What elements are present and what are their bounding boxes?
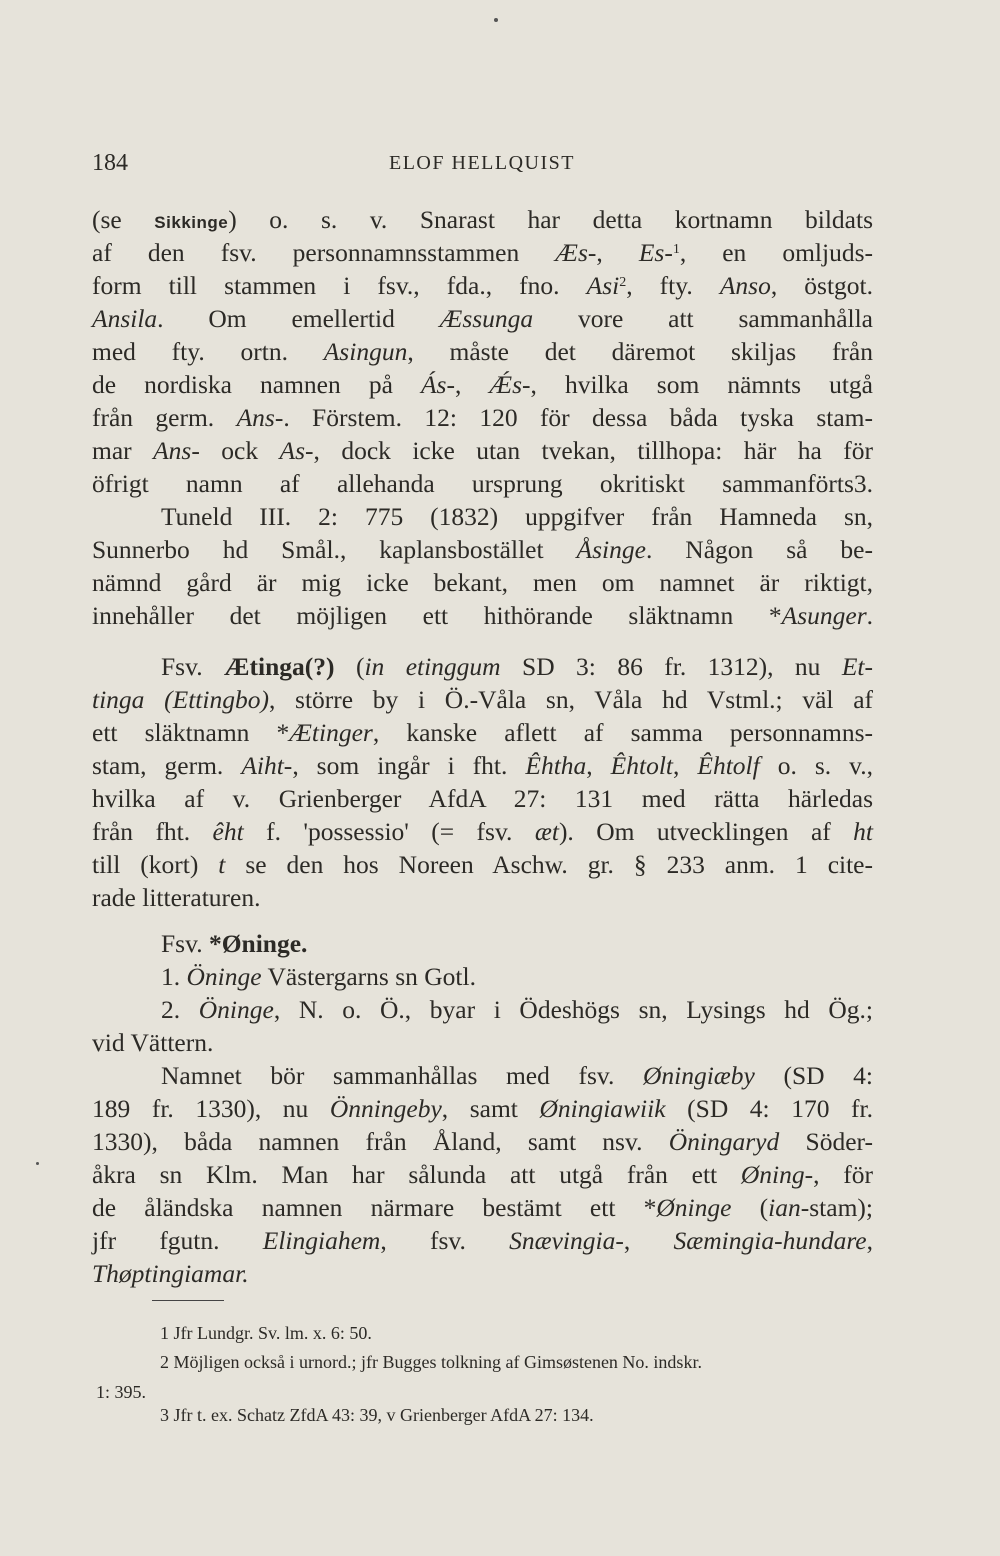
footnote: 1 Jfr Lundgr. Sv. lm. x. 6: 50. <box>160 1323 372 1343</box>
page-header <box>92 150 872 180</box>
text-line: från fht. êht f. 'possessio' (= fsv. æt). Om utvecklingen af ht <box>92 817 873 846</box>
text-line: Namnet bör sammanhållas med fsv. Øningiæby (SD 4: <box>161 1061 873 1090</box>
text-line: 2. Öninge, N. o. Ö., byar i Ödeshögs sn, Lysings hd Ög.; <box>161 995 873 1024</box>
text-line: Tuneld III. 2: 775 (1832) uppgifver från Hamneda sn, <box>161 502 873 531</box>
text-line: tinga (Ettingbo), större by i Ö.-Våla sn, Våla hd Vstml.; väl af <box>92 685 874 714</box>
text-line: Thøptingiamar. <box>92 1259 249 1288</box>
text-line: innehåller det möjligen ett hithörande släktnamn *Asunger. <box>92 601 873 630</box>
footnote: 2 Möjligen också i urnord.; jfr Bugges tolkning af Gimsøstenen No. indskr. <box>160 1352 702 1372</box>
running-head: ELOF HELLQUIST <box>389 152 575 174</box>
text-line: Fsv. *Øninge. <box>161 929 308 958</box>
text-line: (se Sikkinge) o. s. v. Snarast har detta kortnamn bildats <box>92 205 873 234</box>
text-line: Fsv. Ætinga(?) (in etinggum SD 3: 86 fr. 1312), nu Et- <box>161 652 874 681</box>
text-line: nämnd gård är mig icke bekant, men om namnet är riktigt, <box>92 568 873 597</box>
text-line: till (kort) t se den hos Noreen Aschw. gr. § 233 anm. 1 cite- <box>92 850 873 879</box>
text-line: Sunnerbo hd Smål., kaplansbostället Åsinge. Någon så be- <box>92 535 873 564</box>
text-line: 189 fr. 1330), nu Önningeby, samt Øningiawiik (SD 4: 170 fr. <box>92 1094 873 1123</box>
text-line: mar Ans- ock As-, dock icke utan tvekan, tillhopa: här ha för <box>92 436 873 465</box>
text-line: 1330), båda namnen från Åland, samt nsv. Öningaryd Söder- <box>92 1127 873 1156</box>
text-line: de nordiska namnen på Ás-, Ǽs-, hvilka som nämnts utgå <box>92 370 873 399</box>
entry-headword: *Øninge. <box>208 929 308 958</box>
text-line: åkra sn Klm. Man har sålunda att utgå från ett Øning-, för <box>92 1160 873 1189</box>
text-line: öfrigt namn af allehanda ursprung okritiskt sammanförts3. <box>92 469 873 498</box>
text-line: jfr fgutn. Elingiahem, fsv. Snævingia-, Sæmingia-hundare, <box>92 1226 873 1255</box>
footnote-rule <box>152 1300 224 1301</box>
text-line: de åländska namnen närmare bestämt ett *Øninge (ian-stam); <box>92 1193 873 1222</box>
text-line: från germ. Ans-. Förstem. 12: 120 för dessa båda tyska stam- <box>92 403 873 432</box>
footnote-continuation: 1: 395. <box>96 1382 147 1402</box>
ink-speck <box>494 18 498 22</box>
entry-headword: Ætinga(?) <box>224 652 335 681</box>
text-line: vid Vättern. <box>92 1028 214 1057</box>
text-line: stam, germ. Aiht-, som ingår i fht. Êhtha, Êhtolt, Êhtolf o. s. v., <box>92 751 873 780</box>
text-line: form till stammen i fsv., fda., fno. Asi$^2$, fty. Anso, östgot. <box>92 271 874 300</box>
text-line: rade litteraturen. <box>92 883 261 912</box>
text-line: hvilka af v. Grienberger AfdA 27: 131 med rätta härledas <box>92 784 873 813</box>
ink-speck <box>36 1162 39 1165</box>
text-line: af den fsv. personnamnsstammen Æs-, Es-$^1$, en omljuds- <box>92 238 874 267</box>
text-line: med fty. ortn. Asingun, måste det däremot skiljas från <box>92 337 873 366</box>
text-line: 1. Öninge Västergarns sn Gotl. <box>161 962 476 991</box>
footnote: 3 Jfr t. ex. Schatz ZfdA 43: 39, v Grienberger AfdA 27: 134. <box>160 1405 594 1425</box>
page-number: 184 <box>92 150 128 176</box>
text-line: ett släktnamn *Ætinger, kanske aflett af samma personnamns- <box>92 718 873 747</box>
text-line: Ansila. Om emellertid Æssunga vore att sammanhålla <box>92 304 873 333</box>
